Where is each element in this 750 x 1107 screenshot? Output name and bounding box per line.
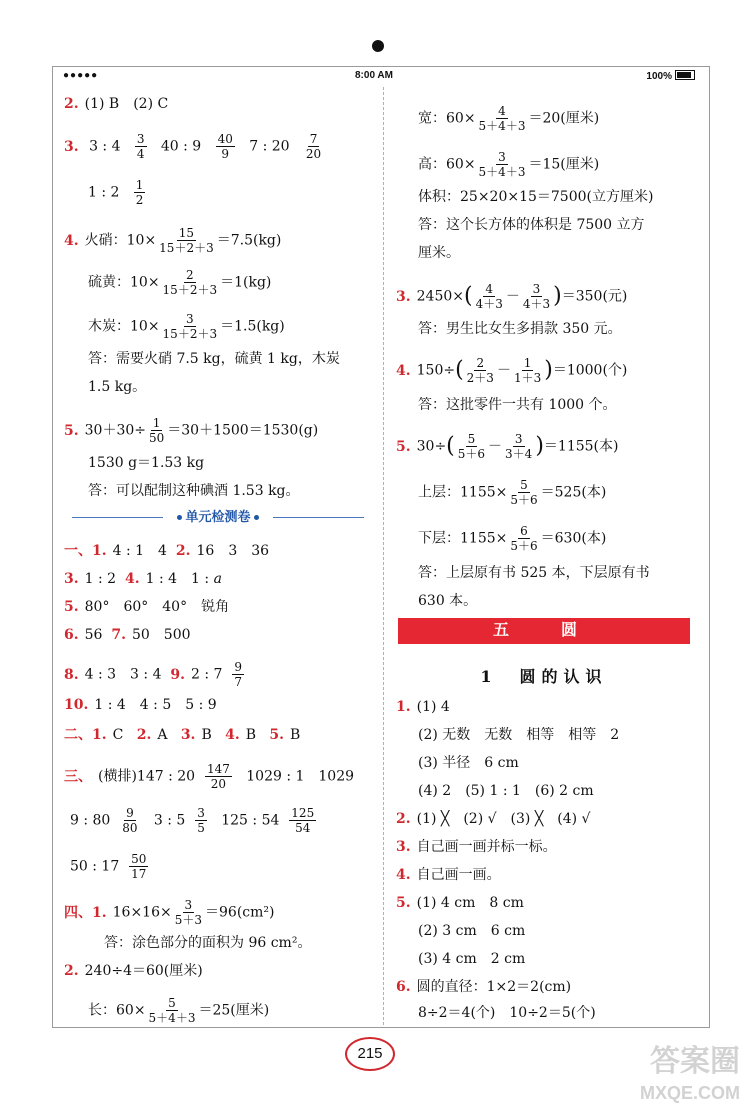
fraction: $\frac{3}{15+2+3}$: [162, 312, 218, 341]
circle-1-l2: (2) 无数 无数 相等 相等 2: [418, 727, 620, 743]
circle-4: 4. 自己画一画。: [396, 867, 501, 883]
fraction: $\frac{5}{5+4+3}$: [148, 996, 196, 1025]
dot-icon: [254, 515, 259, 520]
fraction: $\frac{4}{4+3}$: [475, 282, 503, 311]
fraction: $\frac{2}{2+3}$: [466, 356, 494, 385]
circle-6-l2: 8÷2＝4(个) 10÷2＝5(个): [418, 1005, 596, 1021]
test-part3-line1: 三、 (横排)147 : 20 $\frac{147}{20}$ 1029 : 1 1029: [64, 762, 355, 791]
fraction: $\frac{50}{17}$: [131, 852, 147, 881]
fraction: $\frac{7}{20}$: [305, 132, 322, 161]
fraction: $\frac{147}{20}$: [206, 762, 230, 791]
fraction: $\frac{125}{54}$: [291, 806, 315, 835]
battery-icon: [675, 70, 695, 80]
answer-2: 2. (1) B (2) C: [64, 96, 169, 112]
battery-percent: 100%: [646, 71, 672, 82]
answer-5-ans: 答：可以配制这种碘酒 1.53 kg。: [88, 483, 300, 499]
circle-6-l1: 6. 圆的直径：1×2＝2(cm): [396, 979, 572, 995]
column-divider: [383, 87, 384, 1025]
fraction: $\frac{9}{80}$: [122, 806, 138, 835]
fraction: $\frac{3}{3+4}$: [505, 432, 533, 461]
fraction: $\frac{3}{4}$: [136, 132, 145, 161]
answer-r3-ans: 答：男生比女生多捐款 350 元。: [418, 321, 622, 337]
circle-1-l1: 1. (1) 4: [396, 699, 450, 715]
camera-dot: [372, 40, 384, 52]
volume-calc: 体积：25×20×15＝7500(立方厘米): [418, 189, 654, 205]
circle-1-l4: (4) 2 (5) 1 : 1 (6) 2 cm: [418, 783, 594, 799]
test-part4-ans: 答：涂色部分的面积为 96 cm²。: [104, 935, 312, 951]
test-part4-line1: 四、1. 16×16× $\frac{3}{5+3}$ ＝96(cm²): [64, 898, 275, 927]
fraction: $\frac{2}{15+2+3}$: [162, 268, 218, 297]
circle-3: 3. 自己画一画并标一标。: [396, 839, 557, 855]
status-battery: [646, 70, 695, 82]
test-part4-length: 长：60× $\frac{5}{5+4+3}$ ＝25(厘米): [88, 996, 270, 1025]
height-calc: 高：60× $\frac{3}{5+4+3}$ ＝15(厘米): [418, 150, 600, 179]
answer-3-cont: 1 : 2 $\frac{1}{2}$: [88, 178, 144, 207]
answer-r5-upper: 上层：1155× $\frac{5}{5+6}$ ＝525(本): [418, 478, 607, 507]
test-1: 一、1. 4 : 1 4 2. 16 3 36: [64, 543, 270, 559]
test-part4-q2: 2. 240÷4＝60(厘米): [64, 963, 203, 979]
test-8: 8. 4 : 3 3 : 4 9. 2 : 7 $\frac{9}{7}$: [64, 660, 243, 689]
answer-r5-ans1: 答：上层原有书 525 本，下层原有书: [418, 565, 650, 581]
answer-r3: 3. 2450×( $\frac{4}{4+3}$ － $\frac{3}{4+3}$ )＝350(元): [396, 282, 628, 311]
fraction: $\frac{15}{15+2+3}$: [159, 226, 214, 255]
section-title: 单元检测卷: [72, 508, 364, 526]
chapter-heading: 五 圆: [398, 618, 690, 644]
answer-r4: 4. 150÷( $\frac{2}{2+3}$ － $\frac{1}{1+3}$ )＝1000(个): [396, 356, 628, 385]
answer-4-line2: 硫黄：10× $\frac{2}{15+2+3}$ ＝1(kg): [88, 268, 272, 297]
test-3: 3. 1 : 2 4. 1 : 4 1 : a: [64, 571, 222, 587]
dot-icon: [177, 515, 182, 520]
answer-5-line2: 1530 g＝1.53 kg: [88, 455, 205, 471]
width-calc: 宽：60× $\frac{4}{5+4+3}$ ＝20(厘米): [418, 104, 600, 133]
circle-5-l2: (2) 3 cm 6 cm: [418, 923, 526, 939]
lesson-heading: 1 圆的认识: [480, 667, 608, 686]
volume-ans2: 厘米。: [418, 245, 460, 261]
status-bar: [53, 67, 709, 85]
test-part3-line2: 9 : 80 $\frac{9}{80}$ 3 : 5 $\frac{3}{5}$ 125 : 54 $\frac{125}{54}$: [70, 806, 315, 835]
circle-2: 2. (1) ╳ (2) √ (3) ╳ (4) √: [396, 811, 591, 827]
status-time: 8:00 AM: [355, 70, 393, 81]
answer-5: 5. 30＋30÷ $\frac{1}{50}$ ＝30＋1500＝1530(g): [64, 416, 319, 445]
fraction: $\frac{40}{9}$: [217, 132, 233, 161]
fraction: $\frac{3}{4+3}$: [522, 282, 551, 311]
test-part3-line3: 50 : 17 $\frac{50}{17}$: [70, 852, 147, 881]
signal-icon: ●●●●●: [63, 70, 99, 81]
answer-4-ans1: 答：需要火硝 7.5 kg，硫黄 1 kg，木炭: [88, 351, 340, 367]
fraction: $\frac{3}{5+3}$: [174, 898, 202, 927]
answer-r5: 5. 30÷( $\frac{5}{5+6}$ － $\frac{3}{3+4}$ )＝1155(本): [396, 432, 619, 461]
fraction: $\frac{1}{50}$: [148, 416, 165, 445]
circle-1-l3: (3) 半径 6 cm: [418, 755, 519, 771]
answer-r5-lower: 下层：1155× $\frac{6}{5+6}$ ＝630(本): [418, 524, 607, 553]
test-6: 6. 56 7. 50 500: [64, 627, 191, 643]
fraction: $\frac{5}{5+6}$: [510, 478, 538, 507]
circle-5-l3: (3) 4 cm 2 cm: [418, 951, 526, 967]
volume-ans1: 答：这个长方体的体积是 7500 立方: [418, 217, 645, 233]
answer-4-line3: 木炭：10× $\frac{3}{15+2+3}$ ＝1.5(kg): [88, 312, 285, 341]
answer-4-ans2: 1.5 kg。: [88, 379, 147, 395]
watermark-logo: 答案圈 MXQE.COM: [639, 1045, 740, 1103]
test-5: 5. 80° 60° 40° 锐角: [64, 599, 230, 615]
page-number: 215: [345, 1037, 395, 1071]
circle-5-l1: 5. (1) 4 cm 8 cm: [396, 895, 524, 911]
fraction: $\frac{3}{5+4+3}$: [478, 150, 526, 179]
fraction: $\frac{9}{7}$: [234, 660, 243, 689]
fraction: $\frac{4}{5+4+3}$: [478, 104, 526, 133]
answer-r5-ans2: 630 本。: [418, 593, 478, 609]
answer-r4-ans: 答：这批零件一共有 1000 个。: [418, 397, 617, 413]
test-10: 10. 1 : 4 4 : 5 5 : 9: [64, 697, 217, 713]
fraction: $\frac{5}{5+6}$: [457, 432, 486, 461]
test-part2: 二、1. C 2. A 3. B 4. B 5. B: [64, 727, 301, 743]
fraction: $\frac{6}{5+6}$: [510, 524, 538, 553]
fraction: $\frac{1}{2}$: [135, 178, 144, 207]
fraction: $\frac{3}{5}$: [197, 806, 205, 835]
fraction: $\frac{1}{1+3}$: [513, 356, 542, 385]
answer-4-line1: 4. 火硝：10× $\frac{15}{15+2+3}$ ＝7.5(kg): [64, 226, 282, 255]
answer-3: 3. 3 : 4 $\frac{3}{4}$ 40 : 9 $\frac{40}{9}$ 7 : 20 $\frac{7}{20}$: [64, 132, 322, 161]
